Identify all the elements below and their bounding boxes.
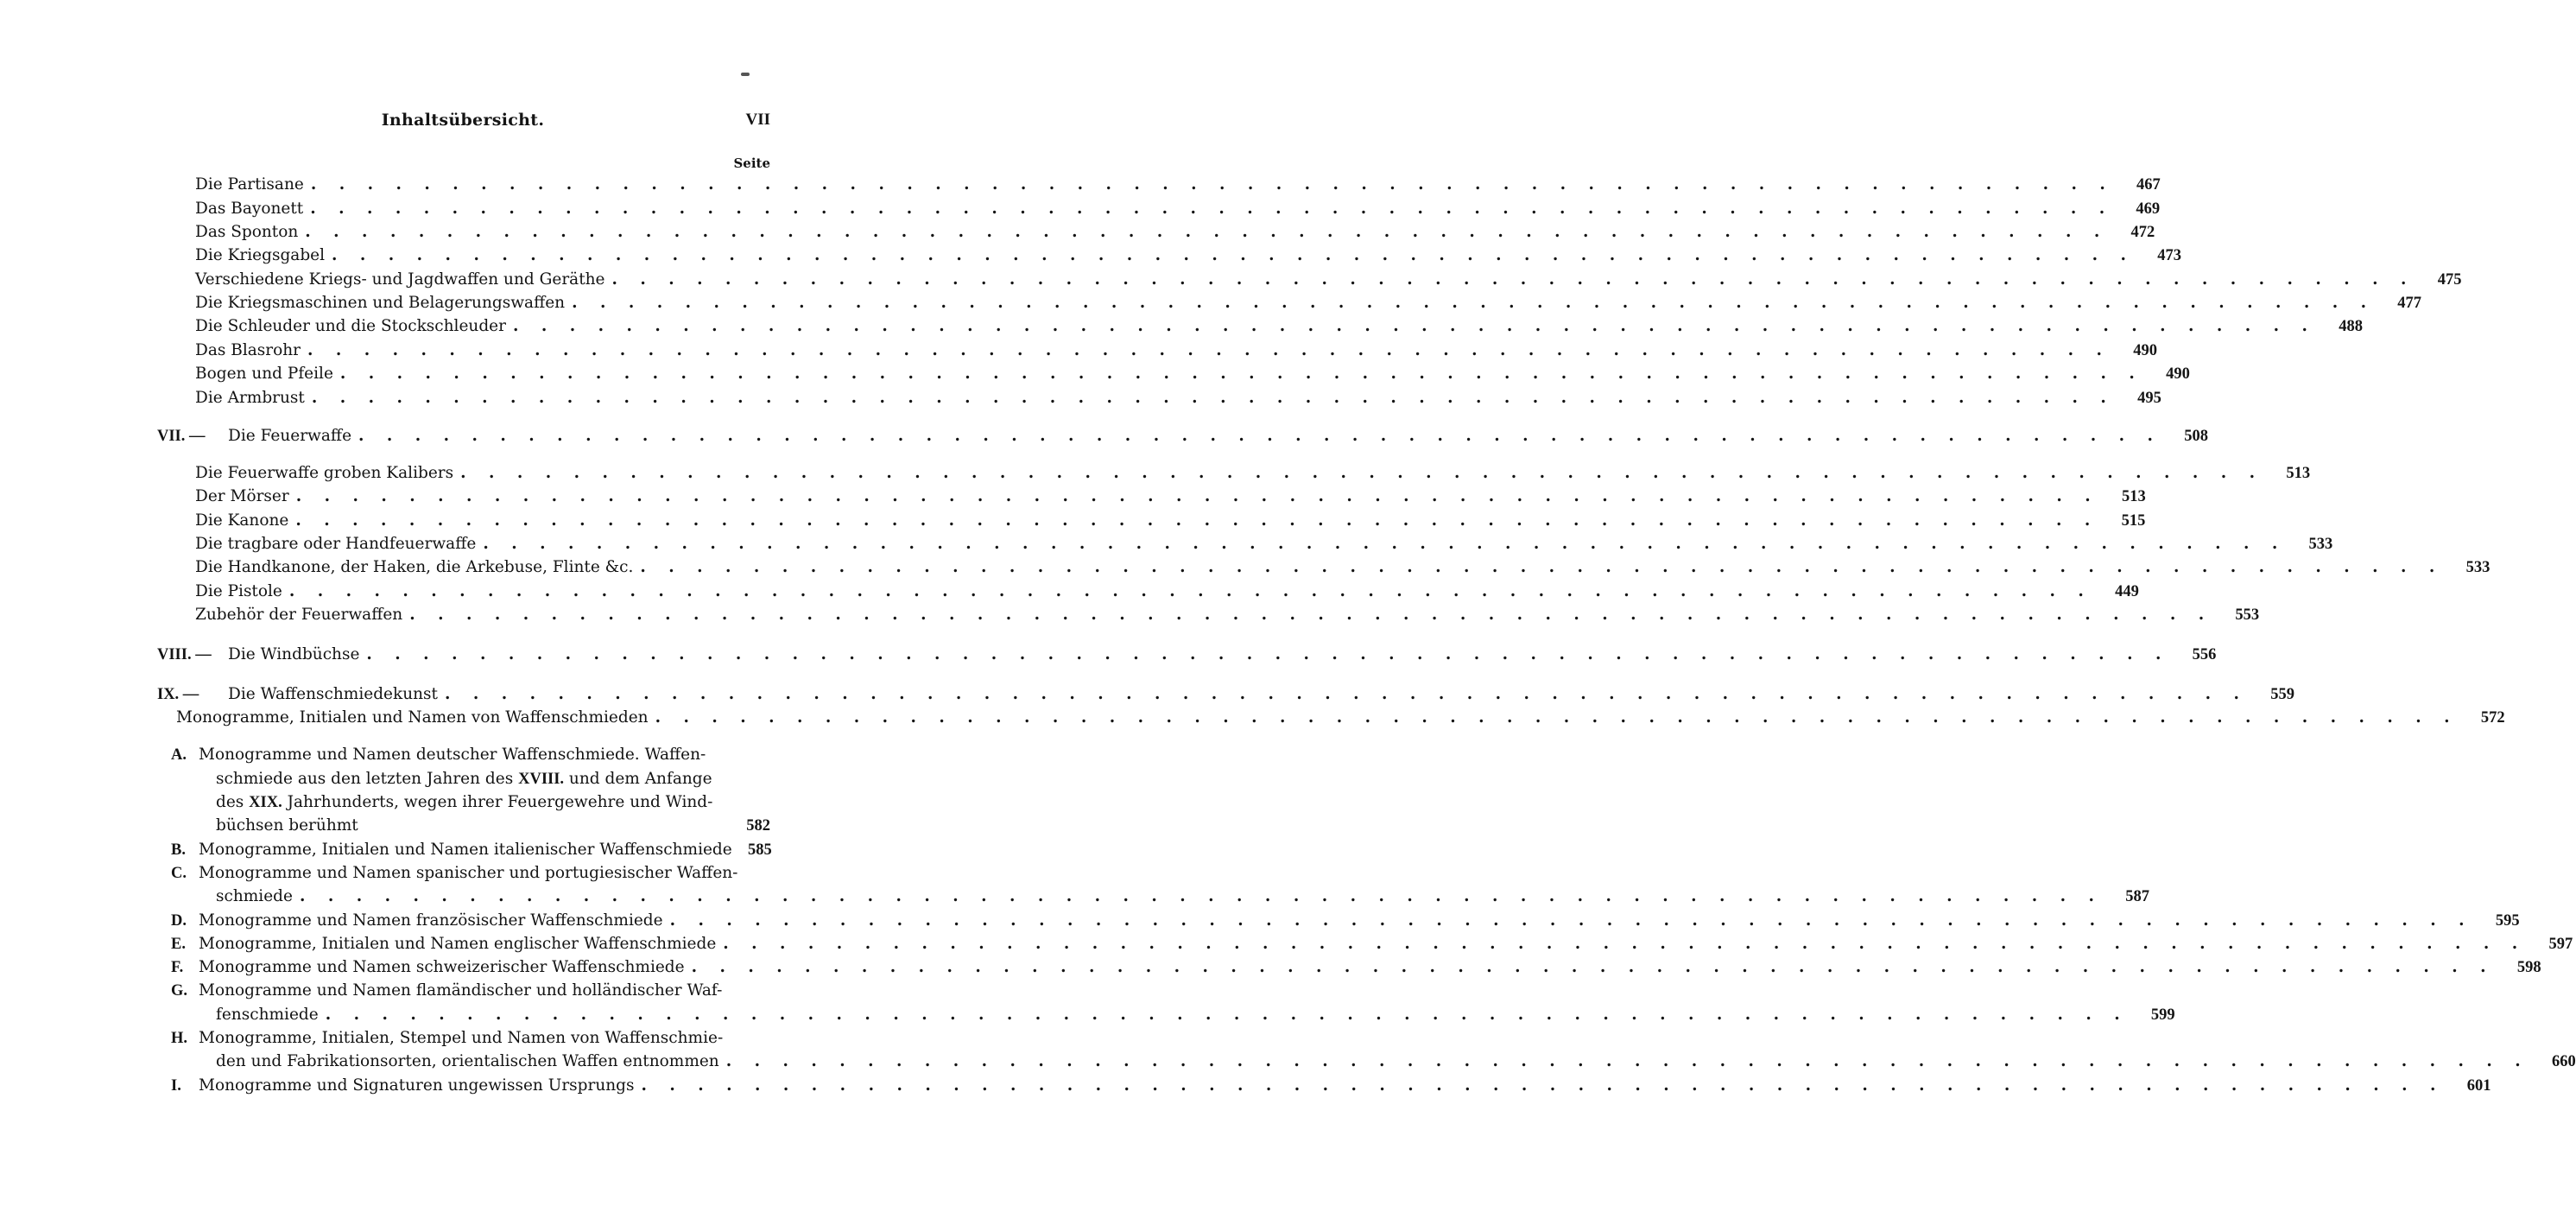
toc-entry: [195, 220, 2155, 244]
toc-entry-title: Bogen und Pfeile: [195, 365, 333, 383]
running-head: [155, 111, 770, 138]
toc-entry-title: Die Partisane: [195, 175, 304, 194]
toc-entry-title: Verschiedene Kriegs- und Jagdwaffen und Geräthe: [195, 270, 605, 289]
leader-dots: [305, 220, 2108, 244]
leader-dots: [311, 173, 2114, 197]
toc-entry: [195, 197, 2161, 221]
leader-dots: [296, 485, 2099, 509]
toc-entry-title: Das Blasrohr: [195, 341, 301, 359]
entry-text-part: und dem Anfange: [564, 770, 712, 788]
entry-label: E.: [171, 936, 186, 953]
toc-entry: [195, 386, 2161, 410]
toc-entry-page: 477: [2397, 295, 2422, 312]
section-page: 559: [2270, 686, 2294, 703]
toc-entry-a: [171, 743, 770, 767]
leader-dots: [295, 509, 2098, 533]
entry-text-line: den und Fabrikationsorten, orientalischen Waffen entnommen: [216, 1052, 719, 1070]
entry-page: 601: [2466, 1077, 2491, 1095]
entry-text-line: Monogramme, Initialen und Namen italienischer Waffenschmiede: [199, 841, 732, 859]
toc-entry-i: [171, 1074, 2491, 1098]
toc-entry: [195, 291, 2422, 315]
entry-text-line: Monogramme und Namen französischer Waffenschmiede: [199, 911, 663, 930]
toc-entry-page: 553: [2235, 606, 2260, 624]
toc-entry-e: [171, 932, 2573, 956]
entry-label: H.: [171, 1030, 188, 1047]
entry-text-line: Monogramme und Namen spanischer und portugiesischer Waffen-: [199, 864, 738, 882]
toc-entry: [195, 555, 2491, 580]
leader-dots: [326, 1003, 2129, 1027]
entry-page: 587: [2125, 888, 2149, 905]
toc-entry-title: Das Bayonett: [195, 200, 304, 218]
toc-subsection: [176, 706, 2505, 730]
entry-text-line: Monogramme und Namen flamändischer und holländischer Waf-: [199, 981, 723, 1000]
toc-entry-page: 449: [2115, 583, 2139, 600]
toc-entry-page: 515: [2121, 512, 2146, 530]
section-title: Die Waffenschmiedekunst: [228, 685, 438, 703]
entry-text-line: Monogramme, Initialen und Namen englischer Waffenschmiede: [199, 935, 717, 953]
toc-entry-page: 475: [2437, 271, 2462, 289]
entry-text-line: [216, 767, 712, 791]
toc-entry-title: Die Handkanone, der Haken, die Arkebuse, Flinte &c.: [195, 558, 634, 576]
toc-entry: [195, 485, 2146, 509]
leader-dots: [366, 643, 2169, 667]
toc-entry-title: Die Armbrust: [195, 389, 305, 407]
toc-entry-title: Die Feuerwaffe groben Kalibers: [195, 464, 454, 482]
section-title: Die Feuerwaffe: [228, 427, 352, 445]
leader-dots: [310, 197, 2113, 221]
entry-last-line: [216, 885, 2149, 909]
toc-entry-title: Das Sponton: [195, 223, 299, 241]
entry-text-line: Monogramme und Namen deutscher Waffenschmiede. Waffen-: [199, 746, 706, 764]
leader-dots: [340, 362, 2143, 386]
leader-dots: [358, 424, 2161, 448]
section-page: 556: [2192, 646, 2217, 663]
section-title: Die Windbüchse: [228, 645, 360, 663]
toc-entry: [195, 244, 2181, 268]
entry-label: C.: [171, 865, 187, 882]
toc-entry-title: Die Kanone: [195, 511, 289, 530]
entry-page: 599: [2150, 1006, 2175, 1024]
roman-numeral: XVIII.: [518, 771, 565, 788]
entry-page: 660: [2551, 1053, 2576, 1070]
toc-entry-page: 472: [2130, 224, 2155, 241]
entry-text-line: [216, 790, 712, 815]
toc-entry: [195, 532, 2333, 556]
leader-dots: [612, 268, 2415, 292]
toc-entry: [195, 509, 2146, 533]
leader-dots: [642, 1074, 2445, 1098]
entry-text-part: schmiede aus den letzten Jahren des: [216, 770, 519, 788]
toc-entry-b: [171, 838, 770, 862]
entry-label: D.: [171, 912, 187, 930]
leader-dots: [312, 386, 2115, 410]
print-speck: [741, 73, 750, 76]
toc-entry: [195, 314, 2363, 339]
toc-entry-page: 469: [2136, 200, 2161, 218]
toc-entry-h: [171, 1026, 770, 1050]
toc-section-9: [157, 682, 2294, 707]
entry-text-line: Monogramme und Namen schweizerischer Waffenschmiede: [199, 958, 685, 976]
toc-entry: [195, 603, 2260, 627]
leader-dots: [300, 885, 2103, 909]
toc-entry-title: Die tragbare oder Handfeuerwaffe: [195, 535, 477, 553]
toc-entry-title: Die Schleuder und die Stockschleuder: [195, 317, 506, 335]
entry-text-line: Monogramme, Initialen, Stempel und Namen von Waffenschmie-: [199, 1029, 724, 1047]
leader-dots: [723, 932, 2526, 956]
toc-entry-page: 467: [2136, 176, 2161, 194]
leader-dots: [572, 291, 2375, 315]
entry-last-line: [216, 814, 770, 838]
toc-entry: [195, 268, 2462, 292]
section-label: IX. —: [157, 686, 199, 703]
entry-text-line: schmiede: [216, 887, 293, 905]
leader-dots: [513, 314, 2316, 339]
section-label: VIII. —: [157, 646, 212, 663]
toc-entry-page: 473: [2157, 247, 2181, 264]
entry-text-line: fenschmiede: [216, 1006, 319, 1024]
leader-dots: [726, 1050, 2529, 1074]
toc-section-7: [157, 424, 2208, 448]
section-page: 508: [2184, 428, 2208, 445]
leader-dots: [692, 955, 2495, 980]
entry-page: 598: [2516, 959, 2541, 976]
entry-label: B.: [171, 841, 186, 859]
section-label: VII. —: [157, 428, 206, 445]
toc-entry-g: [171, 979, 770, 1003]
leader-dots: [307, 339, 2111, 363]
entry-text-line: Monogramme und Signaturen ungewissen Ursprungs: [199, 1076, 635, 1095]
toc-entry: [195, 339, 2157, 363]
roman-numeral: XIX.: [249, 794, 282, 811]
leader-dots: [483, 532, 2286, 556]
toc-entry-page: 513: [2286, 465, 2311, 482]
leader-dots: [460, 461, 2263, 486]
entry-label: I.: [171, 1077, 181, 1095]
toc-entry-page: 533: [2308, 536, 2333, 553]
toc-entry-page: 533: [2465, 559, 2491, 576]
page-number: VII: [745, 111, 770, 129]
toc-entry: [195, 362, 2190, 386]
leader-dots: [655, 706, 2459, 730]
entry-last-line: [216, 1050, 2576, 1074]
toc-entry-page: 488: [2339, 318, 2363, 335]
toc-entry-title: Zubehör der Feuerwaffen: [195, 606, 403, 624]
leader-dots: [670, 909, 2473, 933]
page-column-label: Seite: [733, 156, 770, 171]
toc-entry-f: [171, 955, 2541, 980]
toc-entry-title: Die Kriegsgabel: [195, 246, 326, 264]
toc-entry-title: Die Pistole: [195, 582, 282, 600]
entry-text-line: büchsen berühmt: [216, 816, 358, 835]
entry-text-part: Jahrhunderts, wegen ihrer Feuergewehre und Wind-: [282, 793, 713, 811]
entry-page: 585: [747, 841, 772, 859]
toc-entry: [195, 173, 2161, 197]
entry-label: A.: [171, 746, 187, 764]
toc-entry: [195, 461, 2311, 486]
toc-entry-c: [171, 861, 770, 885]
toc-entry-page: 490: [2166, 365, 2190, 383]
subsection-page: 572: [2480, 709, 2505, 727]
toc-entry-title: Die Kriegsmaschinen und Belagerungswaffen: [195, 294, 566, 312]
entry-last-line: [216, 1003, 2175, 1027]
entry-label: G.: [171, 982, 188, 1000]
entry-page: 595: [2495, 912, 2520, 930]
toc-section-8: [157, 643, 2217, 667]
leader-dots: [289, 580, 2092, 604]
leader-dots: [640, 555, 2443, 580]
leader-dots: [409, 603, 2212, 627]
subsection-title: Monogramme, Initialen und Namen von Waffenschmieden: [176, 708, 649, 727]
toc-entry-page: 495: [2137, 390, 2161, 407]
entry-page: 597: [2548, 936, 2573, 953]
toc-entry: [195, 580, 2139, 604]
toc-entry-d: [171, 909, 2520, 933]
entry-page: 582: [746, 817, 770, 835]
entry-label: F.: [171, 959, 184, 976]
leader-dots: [332, 244, 2135, 268]
toc-entry-title: Der Mörser: [195, 487, 289, 505]
toc-entry-page: 513: [2121, 488, 2146, 505]
toc-entry-page: 490: [2133, 342, 2157, 359]
page-title: Inhaltsübersicht.: [381, 111, 545, 130]
leader-dots: [445, 682, 2248, 707]
entry-text-part: des: [216, 793, 250, 811]
